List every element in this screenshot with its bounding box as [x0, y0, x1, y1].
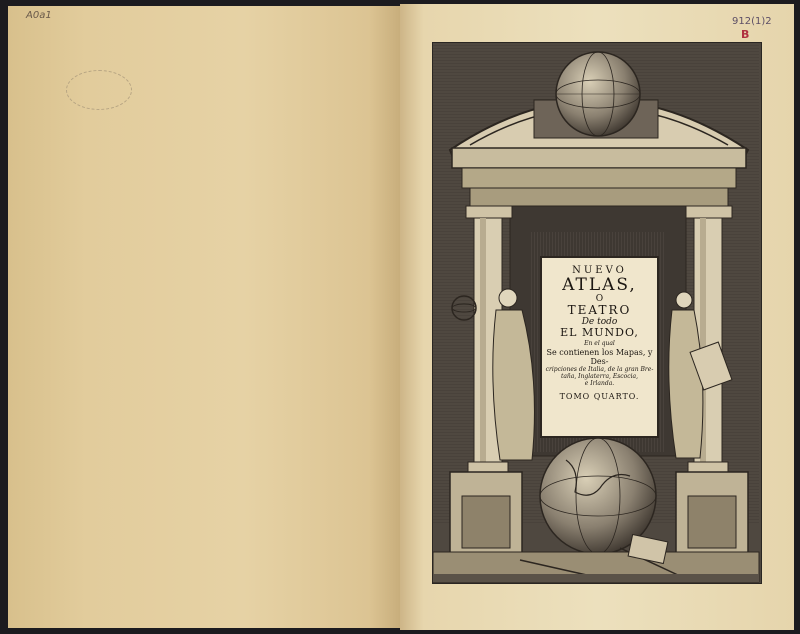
title-line-10: taña, Inglaterra, Escocia, [560, 373, 639, 380]
title-line-1: NUEVO [572, 265, 627, 276]
title-line-7: En el qual [584, 340, 615, 347]
right-shelfmark-letter: B [741, 28, 750, 41]
title-line-5: De todo [581, 317, 618, 327]
title-line-4: TEATRO [567, 303, 632, 317]
title-line-12: TOMO QUARTO. [559, 392, 640, 401]
title-line-3: O [595, 294, 604, 304]
title-line-6: EL MUNDO, [560, 326, 639, 339]
globe-icon [556, 52, 640, 136]
title-line-8: Se contienen los Mapas, y Des- [546, 348, 653, 366]
title-line-9: cripciones de Italia, de la gran Bre- [545, 366, 654, 373]
title-line-11: e Irlanda. [584, 380, 615, 387]
left-shelfmark: A0a1 [26, 10, 52, 21]
title-line-2: ATLAS, [562, 275, 637, 295]
title-cartouche [540, 256, 659, 438]
right-shelfmark: 912(1)2 [732, 16, 772, 27]
